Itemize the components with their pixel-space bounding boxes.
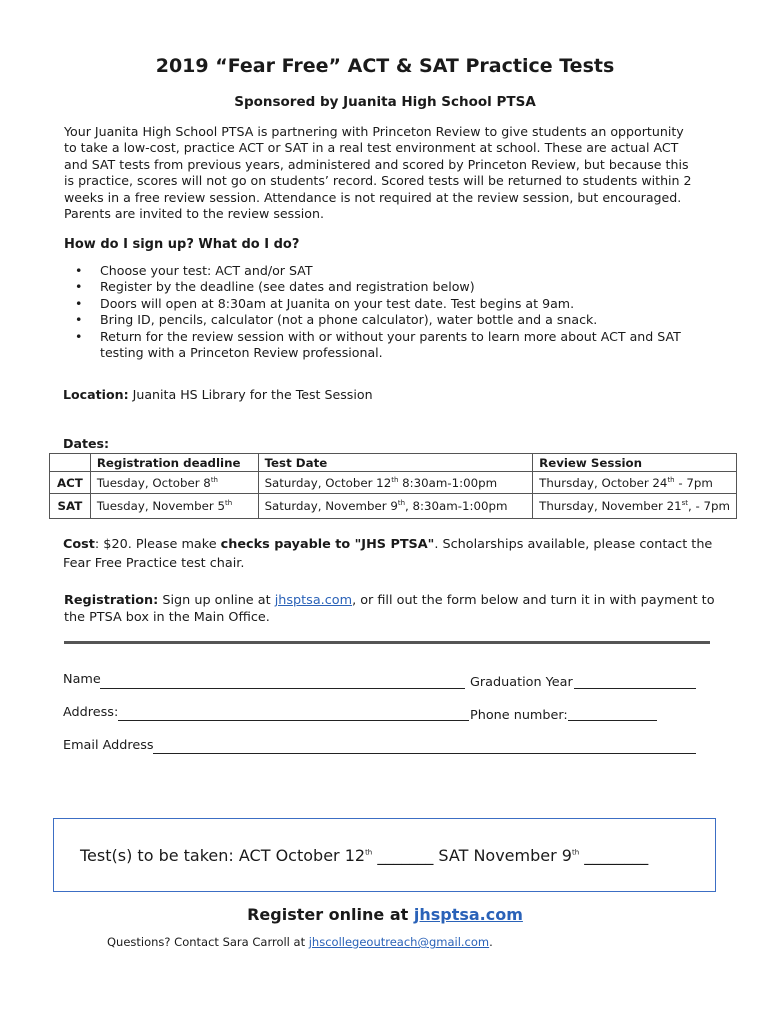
table-header-cell <box>50 454 91 472</box>
cost-label: Cost <box>63 537 95 552</box>
intro-line: and SAT tests from previous years, administered and scored by Princeton Review, but because this <box>64 156 689 172</box>
table-cell: Saturday, November 9th, 8:30am-1:00pm <box>258 494 533 519</box>
payable-to: checks payable to "JHS PTSA" <box>220 537 435 552</box>
registration-paragraph: Registration: Sign up online at jhsptsa.com, or fill out the form below and turn it in with payment to the PTSA box in the Main Office. <box>64 593 715 625</box>
table-cell: Tuesday, October 8th <box>90 472 258 494</box>
bullet-icon: • <box>75 328 83 344</box>
intro-line: weeks in a free review session. Attendance is not required at the review session, but encouraged. <box>64 189 682 205</box>
row-label: ACT <box>50 472 91 494</box>
list-item: • Bring ID, pencils, calculator (not a phone calculator), water bottle and a snack. <box>75 312 598 328</box>
table-cell: Thursday, October 24th - 7pm <box>533 472 737 494</box>
location-label: Location: <box>63 387 129 402</box>
list-item: • Return for the review session with or without your parents to learn more about ACT and SAT testing with a Princeton Review professional. <box>75 328 681 361</box>
contact-email-link[interactable]: jhscollegeoutreach@gmail.com <box>308 935 490 949</box>
list-item: • Register by the deadline (see dates and registration below) <box>75 279 475 295</box>
table-cell: Saturday, October 12th 8:30am-1:00pm <box>258 472 533 494</box>
questions-contact: Questions? Contact Sara Carroll at jhscollegeoutreach@gmail.com. <box>107 935 493 949</box>
registration-label: Registration: <box>64 593 159 608</box>
table-cell: Tuesday, November 5th <box>90 494 258 519</box>
divider <box>64 641 710 644</box>
email-field[interactable] <box>153 753 696 754</box>
table-row <box>50 494 737 519</box>
table-header-row <box>50 454 737 472</box>
table-header-cell: Registration deadline <box>90 454 258 472</box>
table-header-cell: Review Session <box>533 454 737 472</box>
tests-to-be-taken[interactable]: Test(s) to be taken: ACT October 12th _______ SAT November 9th ________ <box>80 846 649 865</box>
intro-line: to take a low-cost, practice ACT or SAT in a real test environment at school. These are actual ACT <box>64 140 679 156</box>
table-cell: Thursday, November 21st, - 7pm <box>533 494 737 519</box>
table-row <box>50 472 737 494</box>
graduation-year-field[interactable] <box>574 688 696 689</box>
dates-table <box>49 453 737 519</box>
registration-link[interactable]: jhsptsa.com <box>274 593 353 608</box>
signup-heading: How do I sign up? What do I do? <box>64 237 300 252</box>
name-field[interactable] <box>100 688 465 689</box>
intro-line: is practice, scores will not go on students’ record. Scored tests will be returned to students within 2 <box>64 173 692 189</box>
sat-blank[interactable]: ________ <box>579 846 649 865</box>
table-header-cell: Test Date <box>258 454 533 472</box>
dates-label: Dates: <box>63 436 110 451</box>
phone-label: Phone number: <box>470 708 568 723</box>
location-text: Juanita HS Library for the Test Session <box>128 387 373 402</box>
signup-steps-list <box>64 263 724 361</box>
email-label: Email Address <box>63 738 154 753</box>
location <box>63 387 373 402</box>
intro-paragraph <box>64 124 714 222</box>
intro-line: Your Juanita High School PTSA is partnering with Princeton Review to give students an opportunity <box>64 124 684 139</box>
act-blank[interactable]: _______ <box>372 846 434 865</box>
register-online-link[interactable]: jhsptsa.com <box>413 905 523 924</box>
address-field[interactable] <box>118 720 469 721</box>
list-item: • Doors will open at 8:30am at Juanita on your test date. Test begins at 9am. <box>75 295 575 311</box>
list-item: • Choose your test: ACT and/or SAT <box>75 263 313 278</box>
bullet-icon: • <box>75 263 83 278</box>
phone-field[interactable] <box>568 720 657 721</box>
bullet-icon: • <box>75 295 83 311</box>
bullet-icon: • <box>75 279 83 295</box>
bullet-icon: • <box>75 312 83 328</box>
page-subtitle: Sponsored by Juanita High School PTSA <box>234 94 536 110</box>
register-online-heading: Register online at jhsptsa.com <box>247 905 523 924</box>
row-label: SAT <box>50 494 91 519</box>
cost-paragraph: Cost: $20. Please make checks payable to "JHS PTSA". Scholarships available, please contact the Fear Free Practice test chair. <box>63 537 713 571</box>
graduation-year-label: Graduation Year <box>470 675 573 690</box>
intro-line: Parents are invited to the review session. <box>64 206 324 222</box>
name-label: Name <box>63 672 101 687</box>
page-title: 2019 “Fear Free” ACT & SAT Practice Tests <box>155 55 615 77</box>
address-label: Address: <box>63 705 119 720</box>
